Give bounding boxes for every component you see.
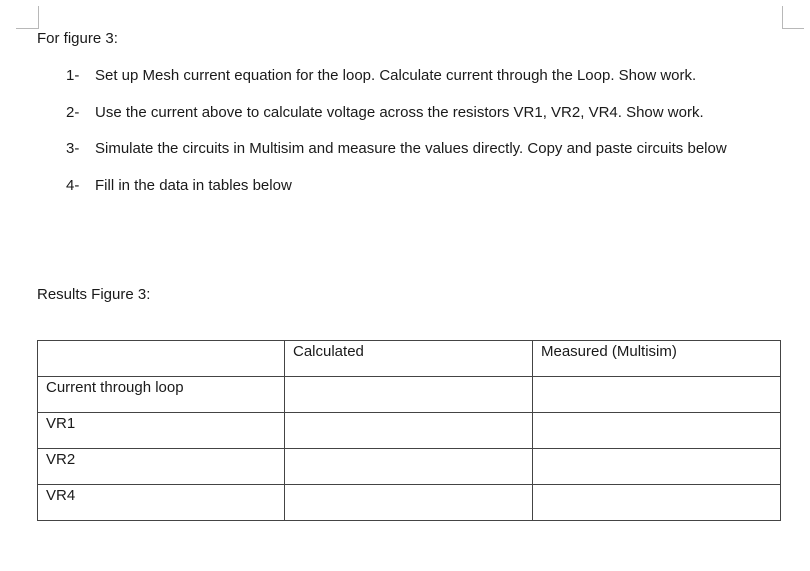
results-title: Results Figure 3: [37,286,151,303]
list-item-text: Fill in the data in tables below [95,176,292,194]
list-item-number: 3- [66,140,80,157]
table-header-cell[interactable] [38,341,285,377]
crop-mark-top-left [16,28,38,29]
list-item [66,67,727,85]
list-item-text: Set up Mesh current equation for the loop. Calculate current through the Loop. Show work. [95,67,697,84]
table-row [38,413,781,449]
list-item-number: 4- [66,176,80,194]
crop-mark-top-left [38,6,39,29]
table-cell[interactable] [533,449,781,485]
list-item [66,140,727,158]
row-label-cell[interactable]: VR4 [38,485,285,521]
table-row [38,377,781,413]
table-cell[interactable] [285,449,533,485]
table-row [38,485,781,521]
table-header-cell[interactable]: Measured (Multisim) [533,341,781,377]
table-cell[interactable] [285,485,533,521]
table-cell[interactable] [285,413,533,449]
list-item-number: 1- [66,67,80,84]
table-cell[interactable] [285,377,533,413]
table-cell[interactable] [533,377,781,413]
instruction-list [66,67,727,213]
table-row [38,449,781,485]
list-item [66,104,727,122]
table-cell[interactable] [533,413,781,449]
table-header-row [38,341,781,377]
row-label-cell[interactable]: VR1 [38,413,285,449]
crop-mark-top-right [782,28,804,29]
list-item [66,177,727,195]
list-item-text: Simulate the circuits in Multisim and measure the values directly. Copy and paste circuits below [95,140,727,157]
crop-mark-top-right [782,6,783,29]
document-heading: For figure 3: [37,30,118,47]
row-label-cell[interactable]: Current through loop [38,377,285,413]
row-label-cell[interactable]: VR2 [38,449,285,485]
results-table [37,340,781,521]
list-item-number: 2- [66,103,80,121]
list-item-text: Use the current above to calculate voltage across the resistors VR1, VR2, VR4. Show work. [95,103,704,121]
table-cell[interactable] [533,485,781,521]
table-header-cell[interactable]: Calculated [285,341,533,377]
